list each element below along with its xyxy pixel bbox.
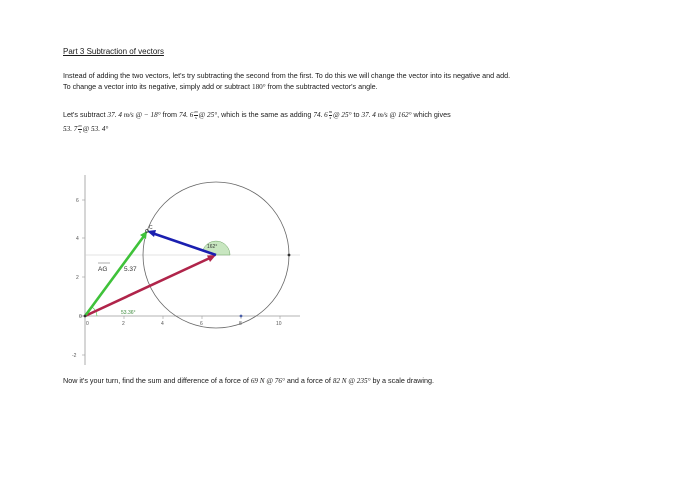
vector-74-6-mag-2: 74. 6: [313, 111, 328, 119]
vector-74-6-angle-2: @ 25°: [333, 111, 352, 119]
force-69: 69 N @ 76°: [250, 377, 285, 385]
intro-line-2-text-b: from the subtracted vector's angle.: [265, 82, 378, 91]
angle-label-162: 162°: [207, 244, 218, 250]
unit-fraction-2: $\frac{m}{s}$: [328, 109, 333, 120]
point-c-label: C: [149, 225, 153, 231]
ag-label: AG: [98, 266, 108, 273]
x-tick-marks: [124, 316, 280, 319]
vector-74-6-mag: 74. 6: [178, 111, 194, 119]
exercise-paragraph: [63, 375, 434, 387]
x-tick-0: 0: [86, 321, 89, 327]
example-text-4: to: [351, 110, 362, 119]
intro-angle-value: 180°: [251, 83, 266, 91]
x-tick-8: 8: [239, 321, 242, 327]
vector-74-6-angle: @ 25°: [198, 111, 218, 119]
circle-axis-point: [240, 315, 243, 318]
intro-line-1: Instead of adding the two vectors, let's try subtracting the second from the first. To do this we will change the vector into its negative and add.: [63, 71, 511, 80]
y-tick-marks: [82, 200, 85, 355]
section-heading: Part 3 Subtraction of vectors: [63, 47, 164, 56]
y-tick-6: 6: [76, 198, 79, 204]
y-tick-0: 0: [79, 314, 82, 320]
y-tick-2: 2: [76, 275, 79, 281]
y-tick-neg2: -2: [72, 353, 77, 359]
exercise-text-3: by a scale drawing.: [370, 376, 434, 385]
x-tick-10: 10: [276, 321, 282, 327]
vector-37-4-neg18: 37. 4 m/s @ − 18°: [107, 111, 161, 119]
result-angle: @ 53. 4°: [82, 125, 109, 133]
green-vector: [85, 236, 144, 316]
angle-label-53: 53.36°: [121, 310, 136, 316]
unit-fraction-3: $\frac{m}{s}$: [78, 123, 82, 134]
example-text-5: which gives: [411, 110, 451, 119]
x-tick-6: 6: [200, 321, 203, 327]
circle-right-point: [288, 254, 291, 257]
y-tick-4: 4: [76, 236, 79, 242]
example-text-1: Let's subtract: [63, 110, 108, 119]
exercise-text-2: and a force of: [284, 376, 333, 385]
example-text-3: , which is the same as adding: [217, 110, 314, 119]
force-82: 82 N @ 235°: [332, 377, 371, 385]
result-magnitude: 53. 7: [63, 125, 78, 133]
x-tick-4: 4: [161, 321, 164, 327]
unit-fraction: $\frac{m}{s}$: [194, 109, 198, 120]
origin-point: [84, 315, 87, 318]
exercise-text-1: Now it's your turn, find the sum and difference of a force of: [63, 376, 251, 385]
example-text-2: from: [160, 110, 179, 119]
x-tick-2: 2: [122, 321, 125, 327]
ag-value: 5.37: [124, 266, 137, 273]
vector-37-4-162: 37. 4 m/s @ 162°: [361, 111, 412, 119]
intro-line-2-text-a: To change a vector into its negative, simply add or subtract: [63, 82, 252, 91]
